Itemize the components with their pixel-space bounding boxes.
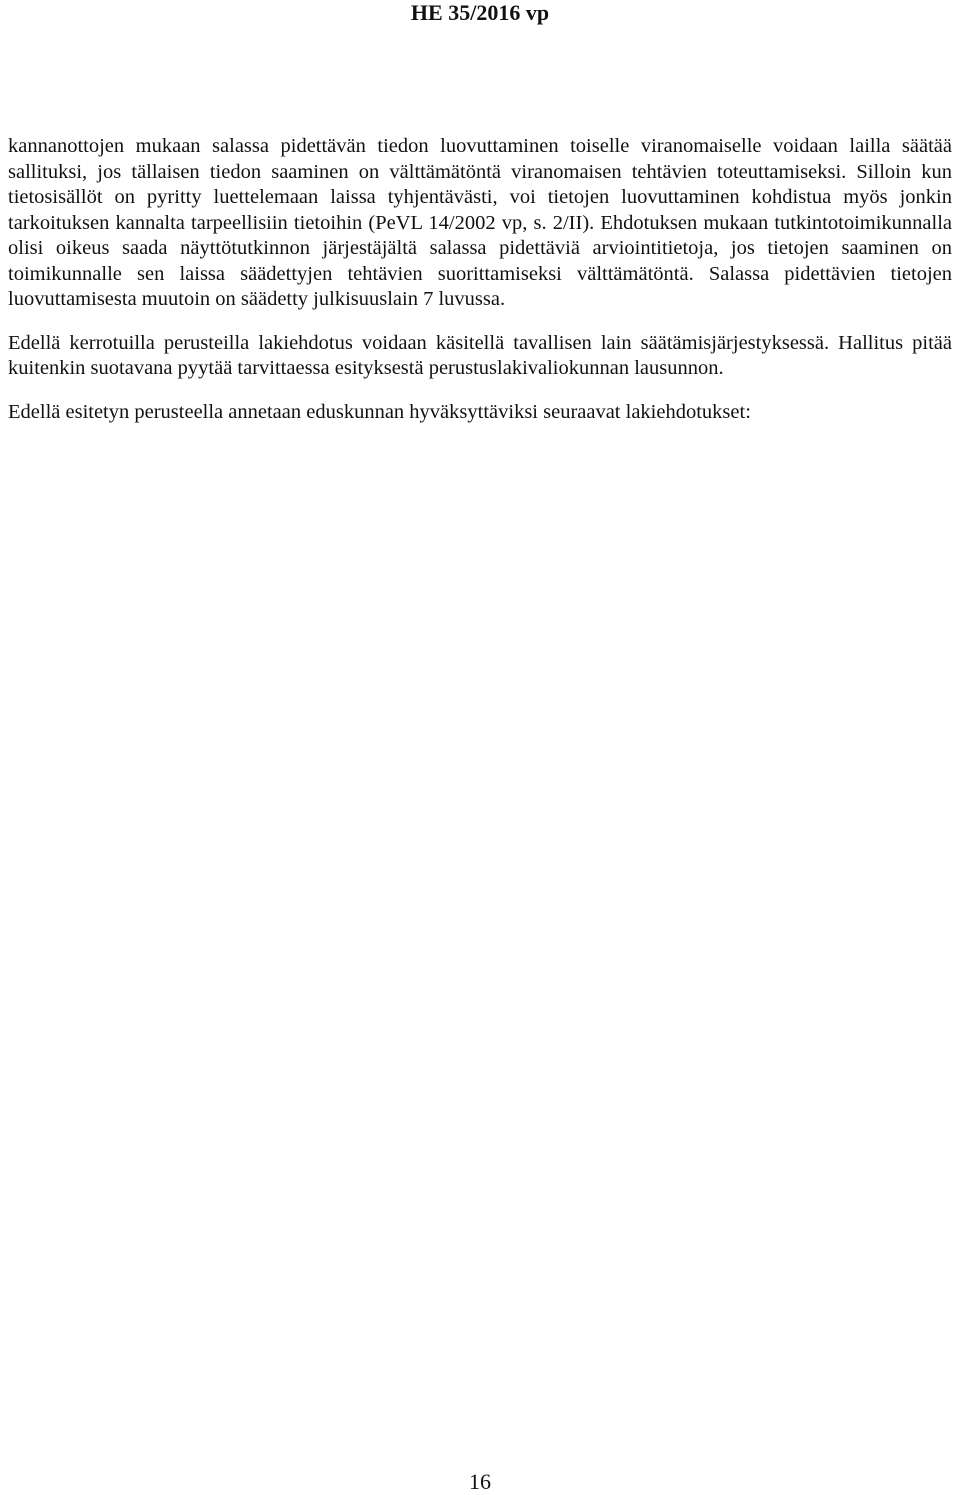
document-body [8, 134, 952, 443]
paragraph-saatamisjarjestys: Edellä kerrotuilla perusteilla lakiehdotus voidaan käsitellä tavallisen lain säätämisjärjestyksessä. Hallitus pitää kuitenkin suotavana pyytää tarvittaessa esityksestä perustuslakivaliokunnan lausunnon. [8, 331, 952, 379]
page-number: 16 [469, 1469, 491, 1494]
paragraph-lakiehdotukset: Edellä esitetyn perusteella annetaan eduskunnan hyväksyttäviksi seuraavat lakiehdotukset: [8, 400, 751, 423]
document-header: HE 35/2016 vp [410, 0, 550, 25]
paragraph-salassa-pidettavat: kannanottojen mukaan salassa pidettävän tiedon luovuttaminen toiselle viranomaiselle voidaan lailla säätää sallituksi, jos tällaisen tiedon saaminen on välttämätöntä viranomaisen tehtävien toteuttamiseksi. Silloin kun tietosisällöt on pyritty luettelemaan laissa tyhjentävästi, voi tietojen luovuttaminen kohdistua myös jonkin tarkoituksen kannalta tarpeellisiin tietoihin (PeVL 14/2002 vp, s. 2/II). Ehdotuksen mukaan tutkintotoimikunnalla olisi oikeus saada näyttötutkinnon järjestäjältä salassa pidettäviä arviointitietoja, jos tietojen saaminen on toimikunnalle sen laissa säädettyjen tehtävien suorittamiseksi välttämätöntä. Salassa pidettävien tietojen luovuttamisesta muutoin on säädetty julkisuuslain 7 luvussa. [8, 135, 952, 310]
